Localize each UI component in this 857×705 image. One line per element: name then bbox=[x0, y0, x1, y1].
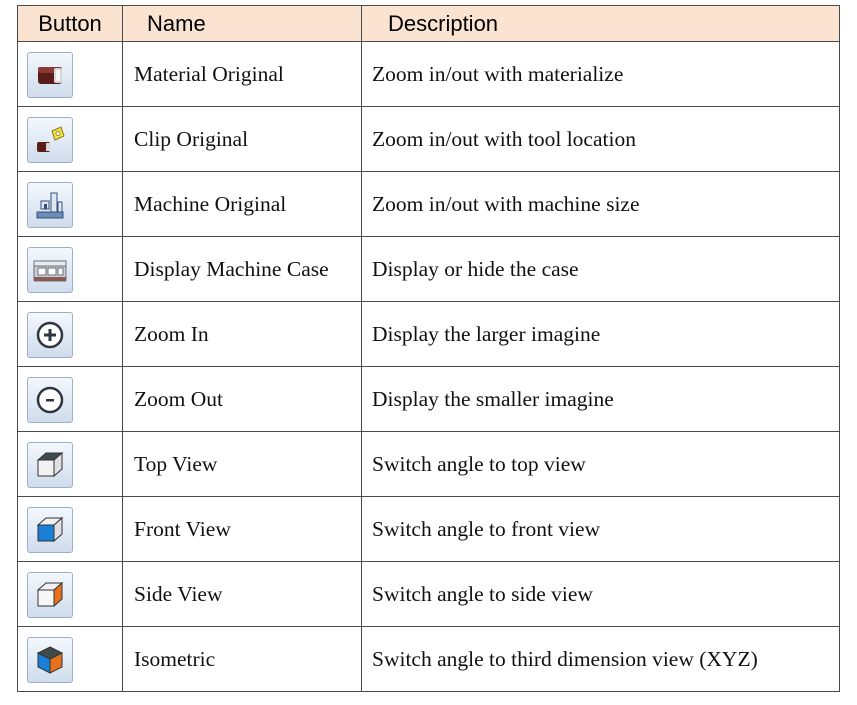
clip-original-icon bbox=[33, 123, 67, 157]
machine-original-icon bbox=[33, 188, 67, 222]
zoom-out-button[interactable] bbox=[27, 377, 73, 423]
side-view-icon bbox=[33, 578, 67, 612]
front-view-button[interactable] bbox=[27, 507, 73, 553]
table-row bbox=[18, 497, 840, 562]
row-description: Switch angle to side view bbox=[362, 562, 840, 627]
display-machine-case-icon bbox=[32, 253, 68, 287]
row-description: Zoom in/out with materialize bbox=[362, 42, 840, 107]
row-name: Material Original bbox=[123, 42, 362, 107]
zoom-in-icon bbox=[34, 319, 66, 351]
top-view-icon bbox=[33, 448, 67, 482]
row-description: Switch angle to front view bbox=[362, 497, 840, 562]
table-row bbox=[18, 42, 840, 107]
row-name: Display Machine Case bbox=[123, 237, 362, 302]
material-original-icon bbox=[33, 58, 67, 92]
row-name: Front View bbox=[123, 497, 362, 562]
table-row bbox=[18, 172, 840, 237]
row-description: Switch angle to top view bbox=[362, 432, 840, 497]
table-row bbox=[18, 237, 840, 302]
zoom-in-button[interactable] bbox=[27, 312, 73, 358]
front-view-icon bbox=[33, 513, 67, 547]
button-reference-table bbox=[17, 5, 840, 692]
display-machine-case-button[interactable] bbox=[27, 247, 73, 293]
header-name: Name bbox=[123, 6, 362, 42]
top-view-button[interactable] bbox=[27, 442, 73, 488]
zoom-out-icon bbox=[34, 384, 66, 416]
row-name: Clip Original bbox=[123, 107, 362, 172]
table-row bbox=[18, 302, 840, 367]
table-row bbox=[18, 627, 840, 692]
table-row bbox=[18, 367, 840, 432]
row-name: Machine Original bbox=[123, 172, 362, 237]
clip-original-button[interactable] bbox=[27, 117, 73, 163]
isometric-icon bbox=[33, 643, 67, 677]
row-description: Display or hide the case bbox=[362, 237, 840, 302]
side-view-button[interactable] bbox=[27, 572, 73, 618]
table-header-row bbox=[18, 6, 840, 42]
material-original-button[interactable] bbox=[27, 52, 73, 98]
row-name: Isometric bbox=[123, 627, 362, 692]
row-name: Zoom Out bbox=[123, 367, 362, 432]
row-description: Switch angle to third dimension view (XYZ) bbox=[362, 627, 840, 692]
table-row bbox=[18, 432, 840, 497]
row-description: Zoom in/out with machine size bbox=[362, 172, 840, 237]
header-button: Button bbox=[18, 6, 123, 42]
row-name: Side View bbox=[123, 562, 362, 627]
machine-original-button[interactable] bbox=[27, 182, 73, 228]
row-description: Display the smaller imagine bbox=[362, 367, 840, 432]
row-description: Zoom in/out with tool location bbox=[362, 107, 840, 172]
isometric-button[interactable] bbox=[27, 637, 73, 683]
table-row bbox=[18, 107, 840, 172]
header-description: Description bbox=[362, 6, 840, 42]
row-description: Display the larger imagine bbox=[362, 302, 840, 367]
row-name: Zoom In bbox=[123, 302, 362, 367]
table-row bbox=[18, 562, 840, 627]
row-name: Top View bbox=[123, 432, 362, 497]
